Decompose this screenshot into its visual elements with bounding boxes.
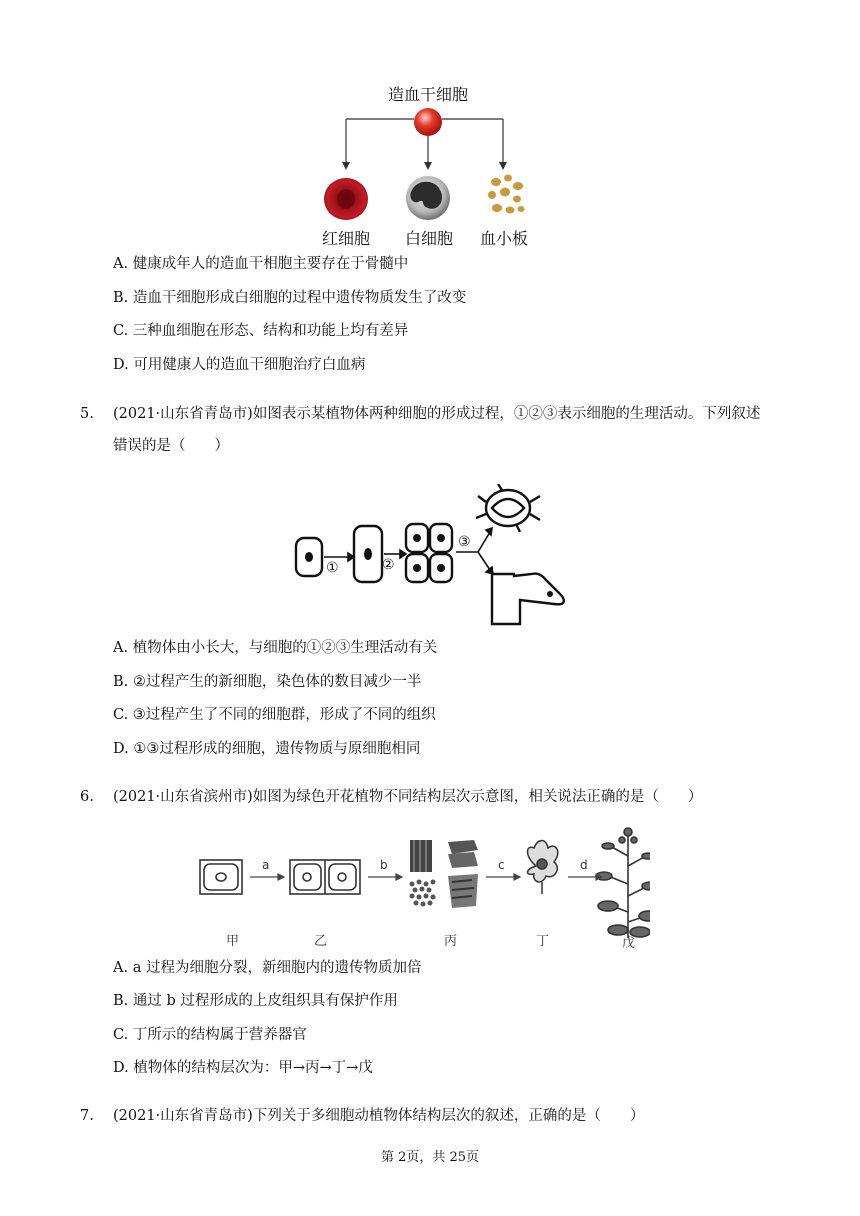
q7-stem-line1: (2021·山东省青岛市)下列关于多细胞动植物体结构层次的叙述，正确的是（ ） (113, 1108, 645, 1124)
label-red-cell: 红细胞 (322, 229, 371, 248)
figure-title: 造血干细胞 (388, 85, 469, 104)
label-yi: 乙 (314, 934, 328, 949)
q5-option-d: D. ①③过程形成的细胞，遗传物质与原细胞相同 (113, 741, 421, 757)
q4-option-b: B. 造血干细胞形成白细胞的过程中遗传物质发生了改变 (113, 290, 467, 306)
label-platelet: 血小板 (480, 229, 529, 248)
figure-plant-levels (190, 826, 650, 950)
q5-number: 5. (80, 406, 94, 422)
figure-cell-formation (292, 484, 572, 630)
arrow-a-label: a (262, 858, 270, 872)
q4-option-a: A. 健康成年人的造血干相胞主要存在于骨髓中 (113, 256, 409, 272)
q4-option-c: C. 三种血细胞在形态、结构和功能上均有差异 (113, 323, 409, 339)
q7-number: 7. (80, 1108, 94, 1124)
figure-blood-cells (300, 78, 560, 250)
q6-option-c: C. 丁所示的结构属于营养器官 (113, 1027, 307, 1043)
step-2-label: ② (382, 557, 395, 573)
label-white-cell: 白细胞 (405, 229, 454, 248)
q6-option-a: A. a 过程为细胞分裂，新细胞内的遗传物质加倍 (113, 960, 422, 976)
step-1-label: ① (326, 560, 339, 576)
label-ding: 丁 (536, 934, 550, 949)
blood-cell-diagram (300, 78, 560, 250)
stem-cell (414, 108, 442, 136)
plant-structure-diagram (190, 826, 650, 950)
q6-option-b: B. 通过 b 过程形成的上皮组织具有保护作用 (113, 993, 398, 1009)
arrow-c-label: c (498, 858, 505, 872)
page-footer: 第 2页，共 25页 (380, 1150, 480, 1165)
arrow-b-label: b (380, 858, 388, 872)
q6-number: 6. (80, 789, 94, 805)
arrow-d-label: d (580, 858, 588, 872)
q5-stem-line2: 错误的是（ ） (113, 438, 229, 454)
q5-stem-line1: (2021·山东省青岛市)如图表示某植物体两种细胞的形成过程，①②③表示细胞的生理活动。下列叙述 (113, 406, 761, 422)
q6-stem-line1: (2021·山东省滨州市)如图为绿色开花植物不同结构层次示意图，相关说法正确的是（ ） (113, 789, 703, 805)
q6-option-d: D. 植物体的结构层次为：甲→丙→丁→戊 (113, 1060, 373, 1076)
platelets (488, 175, 525, 214)
label-wu: 戊 (622, 936, 636, 951)
q5-option-b: B. ②过程产生的新细胞，染色体的数目减少一半 (113, 674, 422, 690)
label-jia: 甲 (226, 934, 240, 949)
label-bing: 丙 (444, 934, 458, 949)
q5-option-c: C. ③过程产生了不同的细胞群，形成了不同的组织 (113, 707, 436, 723)
q5-option-a: A. 植物体由小长大，与细胞的①②③生理活动有关 (113, 640, 438, 656)
cell-process-diagram (292, 484, 572, 630)
q4-option-d: D. 可用健康人的造血干细胞治疗白血病 (113, 357, 366, 373)
step-3-label: ③ (458, 534, 471, 550)
